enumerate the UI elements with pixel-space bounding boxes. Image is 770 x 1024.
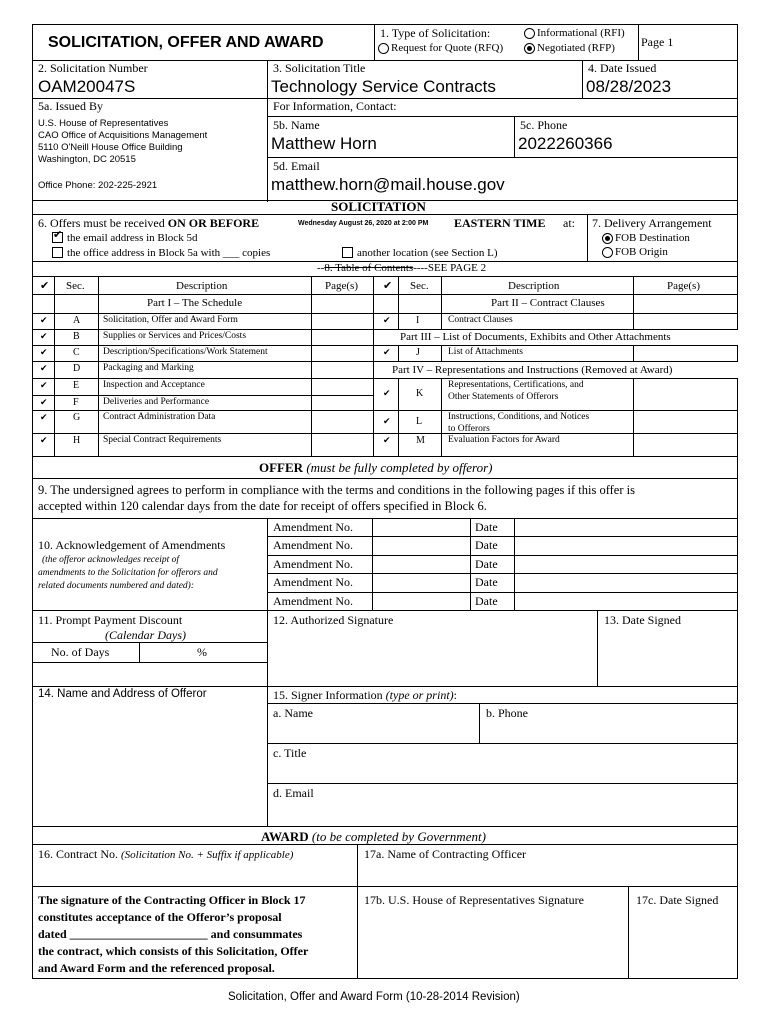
toc-description: Contract Clauses [448, 315, 513, 325]
date-issued-label: 4. Date Issued [588, 61, 657, 75]
toc-description-cont: Other Statements of Offerors [448, 392, 559, 402]
toc-section-letter: B [73, 331, 80, 342]
solicitation-title-label: 3. Solicitation Title [273, 61, 366, 75]
award-statement-line5: and Award Form and the referenced proposal. [38, 961, 275, 975]
block15-colon: : [453, 688, 457, 702]
toc-see-page: SEE PAGE 2 [427, 262, 487, 274]
amendment-number-input[interactable] [373, 593, 469, 609]
amendment-row-divider [267, 592, 738, 593]
solicitation-title-value[interactable]: Technology Service Contracts [271, 77, 496, 96]
block11-label: 11. Prompt Payment Discount [38, 613, 183, 627]
fob-origin-label: FOB Origin [615, 246, 668, 258]
block10-note2: amendments to the Solicitation for offerors and [38, 568, 218, 578]
offeror-name-address-field[interactable] [33, 704, 266, 825]
toc-row-divider [32, 433, 374, 434]
block6-date[interactable]: Wednesday August 26, 2020 at 2:00 PM [298, 220, 429, 227]
block16-label [38, 848, 293, 861]
signer-title-field[interactable] [268, 762, 737, 782]
delivery-arrangement-label: 7. Delivery Arrangement [592, 216, 712, 230]
amendment-number-input[interactable] [373, 556, 469, 572]
fob-destination-radio[interactable] [602, 233, 613, 244]
signer-name-label: a. Name [273, 706, 313, 720]
toc-h-pages-right: Page(s) [667, 280, 700, 292]
issued-by-line3: 5110 O'Neill House Office Building [38, 142, 183, 153]
offer-heading-note: (must be fully completed by offeror) [306, 460, 493, 475]
contact-name-value[interactable]: Matthew Horn [271, 134, 377, 153]
toc-check[interactable]: ✔ [40, 363, 48, 373]
issued-by-line1: U.S. House of Representatives [38, 118, 169, 129]
toc-description: Solicitation, Offer and Award Form [103, 315, 238, 325]
issued-by-label: 5a. Issued By [38, 99, 103, 113]
signer-name-field[interactable] [268, 722, 479, 742]
toc-section-letter: K [416, 388, 424, 399]
solicitation-type-label: 1. Type of Solicitation: [380, 26, 491, 40]
toc-row-divider [32, 378, 374, 379]
block6-prefix: 6. Offers must be received [38, 216, 168, 230]
toc-description: Special Contract Requirements [103, 435, 222, 445]
amendment-number-label: Amendment No. [273, 538, 353, 553]
offer-date-signed-field[interactable] [598, 630, 737, 685]
toc-check[interactable]: ✔ [383, 315, 391, 325]
issued-by-line2: CAO Office of Acquisitions Management [38, 130, 208, 141]
award-heading-title: AWARD [261, 829, 309, 844]
amendment-date-label: Date [475, 556, 498, 571]
toc-h-sec-left: Sec. [66, 280, 85, 292]
offer-office-checkbox[interactable] [52, 247, 63, 258]
contact-email-value[interactable]: matthew.horn@mail.house.gov [271, 175, 505, 194]
amendment-date-input[interactable] [515, 593, 737, 609]
toc-description: Supplies or Services and Prices/Costs [103, 331, 247, 341]
prompt-payment-percent-input[interactable] [140, 663, 266, 685]
toc-section-letter: I [416, 315, 420, 326]
offer-other-checkbox[interactable] [342, 247, 353, 258]
type-rfq-label: Request for Quote (RFQ) [391, 42, 504, 54]
offer-email-label: the email address in Block 5d [67, 232, 198, 244]
authorized-signature-field[interactable] [268, 630, 597, 685]
toc-row-divider [32, 395, 374, 396]
block11-days-label: No. of Days [51, 645, 110, 659]
type-informational-radio[interactable] [524, 28, 535, 39]
toc-h-desc-right: Description [508, 280, 560, 292]
amendment-number-label: Amendment No. [273, 520, 353, 534]
type-rfq-radio[interactable] [378, 43, 389, 54]
form-footer: Solicitation, Offer and Award Form (10-28-2014 Revision) [228, 991, 520, 1003]
issued-by-phone: Office Phone: 202-225-2921 [38, 180, 158, 191]
block17c-label: 17c. Date Signed [636, 893, 719, 907]
contracting-officer-name-field[interactable] [358, 864, 737, 886]
house-signature-field[interactable] [358, 910, 627, 978]
toc-part1: Part I – The Schedule [147, 297, 243, 309]
block15-title: 15. Signer Information [273, 688, 386, 702]
award-heading-note: (to be completed by Government) [311, 829, 486, 844]
block6-timezone: EASTERN TIME [454, 216, 546, 230]
toc-check[interactable]: ✔ [40, 331, 48, 341]
amendment-date-input[interactable] [515, 537, 737, 553]
amendment-number-label: Amendment No. [273, 556, 353, 571]
solicitation-number-value[interactable]: OAM20047S [38, 77, 136, 96]
toc-description: Evaluation Factors for Award [448, 435, 560, 445]
block9-line1: 9. The undersigned agrees to perform in compliance with the terms and conditions in the following pages if this offer is [38, 483, 635, 497]
amendment-row-divider [267, 573, 738, 574]
toc-check[interactable]: ✔ [40, 435, 48, 445]
contact-name-label: 5b. Name [273, 118, 320, 132]
toc-part3: Part III – List of Documents, Exhibits and Other Attachments [400, 331, 671, 343]
toc-check[interactable]: ✔ [40, 397, 48, 407]
toc-row-divider [32, 345, 374, 346]
toc-h-pages-left: Page(s) [325, 280, 358, 292]
award-statement-line4: the contract, which consists of this Solicitation, Offer [38, 944, 309, 958]
contact-label: For Information, Contact: [273, 99, 397, 113]
toc-check[interactable]: ✔ [40, 347, 48, 357]
signer-email-label: d. Email [273, 786, 314, 800]
contract-number-field[interactable] [33, 864, 356, 886]
toc-description-cont: to Offerors [448, 424, 490, 434]
toc-label-strike: 8. Table of Contents [324, 262, 414, 274]
toc-row-divider [373, 433, 738, 434]
form-title: SOLICITATION, OFFER AND AWARD [48, 34, 324, 51]
award-statement-line1: The signature of the Contracting Officer in Block 17 [38, 893, 306, 907]
page-number: Page 1 [641, 35, 674, 49]
amendment-number-input[interactable] [373, 519, 469, 535]
toc-description: Inspection and Acceptance [103, 380, 205, 390]
block6-text [38, 217, 259, 229]
award-statement-line3: dated _______________________ and consummates [38, 927, 303, 941]
block12-label: 12. Authorized Signature [273, 613, 394, 627]
block11-sub: (Calendar Days) [105, 628, 186, 642]
signer-phone-label: b. Phone [486, 706, 528, 720]
toc-description: Description/Specifications/Work Statement [103, 347, 268, 357]
amendment-date-label: Date [475, 538, 498, 553]
amendment-date-input[interactable] [515, 574, 737, 590]
toc-row-divider [32, 329, 374, 330]
block15-label [273, 689, 457, 701]
block11-percent: % [197, 645, 207, 659]
block17a-label: 17a. Name of Contracting Officer [364, 847, 527, 861]
block14-label: 14. Name and Address of Offeror [38, 688, 207, 700]
toc-check[interactable]: ✔ [40, 315, 48, 325]
award-statement-line2: constitutes acceptance of the Offeror’s proposal [38, 910, 282, 924]
toc-row-divider [32, 361, 374, 362]
toc-description: List of Attachments [448, 347, 523, 357]
issued-by-line4: Washington, DC 20515 [38, 154, 136, 165]
toc-check[interactable]: ✔ [383, 347, 391, 357]
amendment-row-divider [267, 536, 738, 537]
toc-description: Deliveries and Performance [103, 397, 210, 407]
toc-section-letter: J [416, 347, 420, 358]
toc-description: Contract Administration Data [103, 412, 216, 422]
amendment-number-label: Amendment No. [273, 575, 353, 590]
amendment-date-input[interactable] [515, 519, 737, 535]
toc-section-letter: C [73, 347, 80, 358]
toc-section-letter: E [73, 380, 80, 391]
toc-part2: Part II – Contract Clauses [491, 297, 605, 309]
type-informational-label: Informational (RFI) [537, 27, 625, 39]
toc-section-letter: M [416, 435, 425, 446]
amendment-number-input[interactable] [373, 574, 469, 590]
amendment-number-label: Amendment No. [273, 593, 353, 608]
signer-title-label: c. Title [273, 746, 307, 760]
signer-phone-field[interactable] [480, 722, 737, 742]
toc-description: Instructions, Conditions, and Notices [448, 412, 590, 422]
toc-section-letter: H [73, 435, 81, 446]
toc-check[interactable]: ✔ [383, 388, 391, 398]
block10-note3: related documents numbered and dated): [38, 581, 195, 591]
toc-row-divider [32, 410, 374, 411]
amendment-date-label: Date [475, 575, 498, 590]
toc-section-letter: L [416, 416, 423, 427]
toc-section-letter: D [73, 363, 81, 374]
amendment-row-divider [267, 555, 738, 556]
offer-heading [259, 461, 492, 474]
block10-note1: (the offeror acknowledges receipt of [42, 555, 180, 565]
table-of-contents-label: --8. Table of Contents----SEE PAGE 2 [317, 262, 487, 274]
toc-section-letter: G [73, 412, 81, 423]
toc-h-sec-right: Sec. [410, 280, 429, 292]
signer-email-field[interactable] [268, 802, 737, 824]
contact-phone-label: 5c. Phone [520, 118, 568, 132]
block16-title: 16. Contract No. [38, 847, 118, 861]
offer-heading-title: OFFER [259, 460, 304, 475]
block16-note: (Solicitation No. + Suffix if applicable) [121, 849, 294, 861]
block9-line2: accepted within 120 calendar days from the date for receipt of offers specified in Block 6. [38, 499, 487, 513]
type-negotiated-radio[interactable] [524, 43, 535, 54]
toc-description: Representations, Certifications, and [448, 380, 584, 390]
toc-section-letter: A [73, 315, 81, 326]
block10-label: 10. Acknowledgement of Amendments [38, 538, 226, 552]
amendment-number-input[interactable] [373, 537, 469, 553]
type-negotiated-label: Negotiated (RFP) [537, 42, 615, 54]
toc-check[interactable]: ✔ [40, 380, 48, 390]
toc-part4: Part IV – Representations and Instructions (Removed at Award) [392, 364, 673, 376]
offer-email-checkbox[interactable] [52, 232, 63, 243]
offer-other-label: another location (see Section L) [357, 247, 498, 259]
amendment-date-label: Date [475, 593, 498, 608]
toc-row-divider [373, 410, 738, 411]
toc-check[interactable]: ✔ [383, 416, 391, 426]
date-issued-value[interactable]: 08/28/2023 [586, 77, 672, 96]
toc-h-check-right: ✔ [383, 280, 393, 292]
prompt-payment-days-input[interactable] [33, 663, 139, 685]
solicitation-heading: SOLICITATION [331, 199, 426, 214]
toc-description: Packaging and Marking [103, 363, 194, 373]
fob-destination-label: FOB Destination [615, 232, 690, 244]
toc-h-check-left: ✔ [40, 280, 50, 292]
fob-origin-radio[interactable] [602, 247, 613, 258]
award-date-signed-field[interactable] [629, 910, 737, 978]
toc-check[interactable]: ✔ [383, 435, 391, 445]
contact-phone-value[interactable]: 2022260366 [518, 134, 613, 153]
award-heading [261, 830, 486, 843]
amendment-date-input[interactable] [515, 556, 737, 572]
toc-h-desc-left: Description [176, 280, 228, 292]
block17b-label: 17b. U.S. House of Representatives Signature [364, 893, 584, 907]
amendment-date-label: Date [475, 520, 498, 534]
block15-note: (type or print) [385, 688, 454, 702]
block13-label: 13. Date Signed [604, 613, 681, 627]
offer-office-label: the office address in Block 5a with ___ copies [67, 247, 271, 259]
solicitation-number-label: 2. Solicitation Number [38, 61, 148, 75]
contact-email-label: 5d. Email [273, 159, 320, 173]
toc-check[interactable]: ✔ [40, 412, 48, 422]
toc-section-letter: F [73, 397, 79, 408]
block6-bold: ON OR BEFORE [167, 216, 260, 230]
block6-at: at: [563, 216, 575, 230]
